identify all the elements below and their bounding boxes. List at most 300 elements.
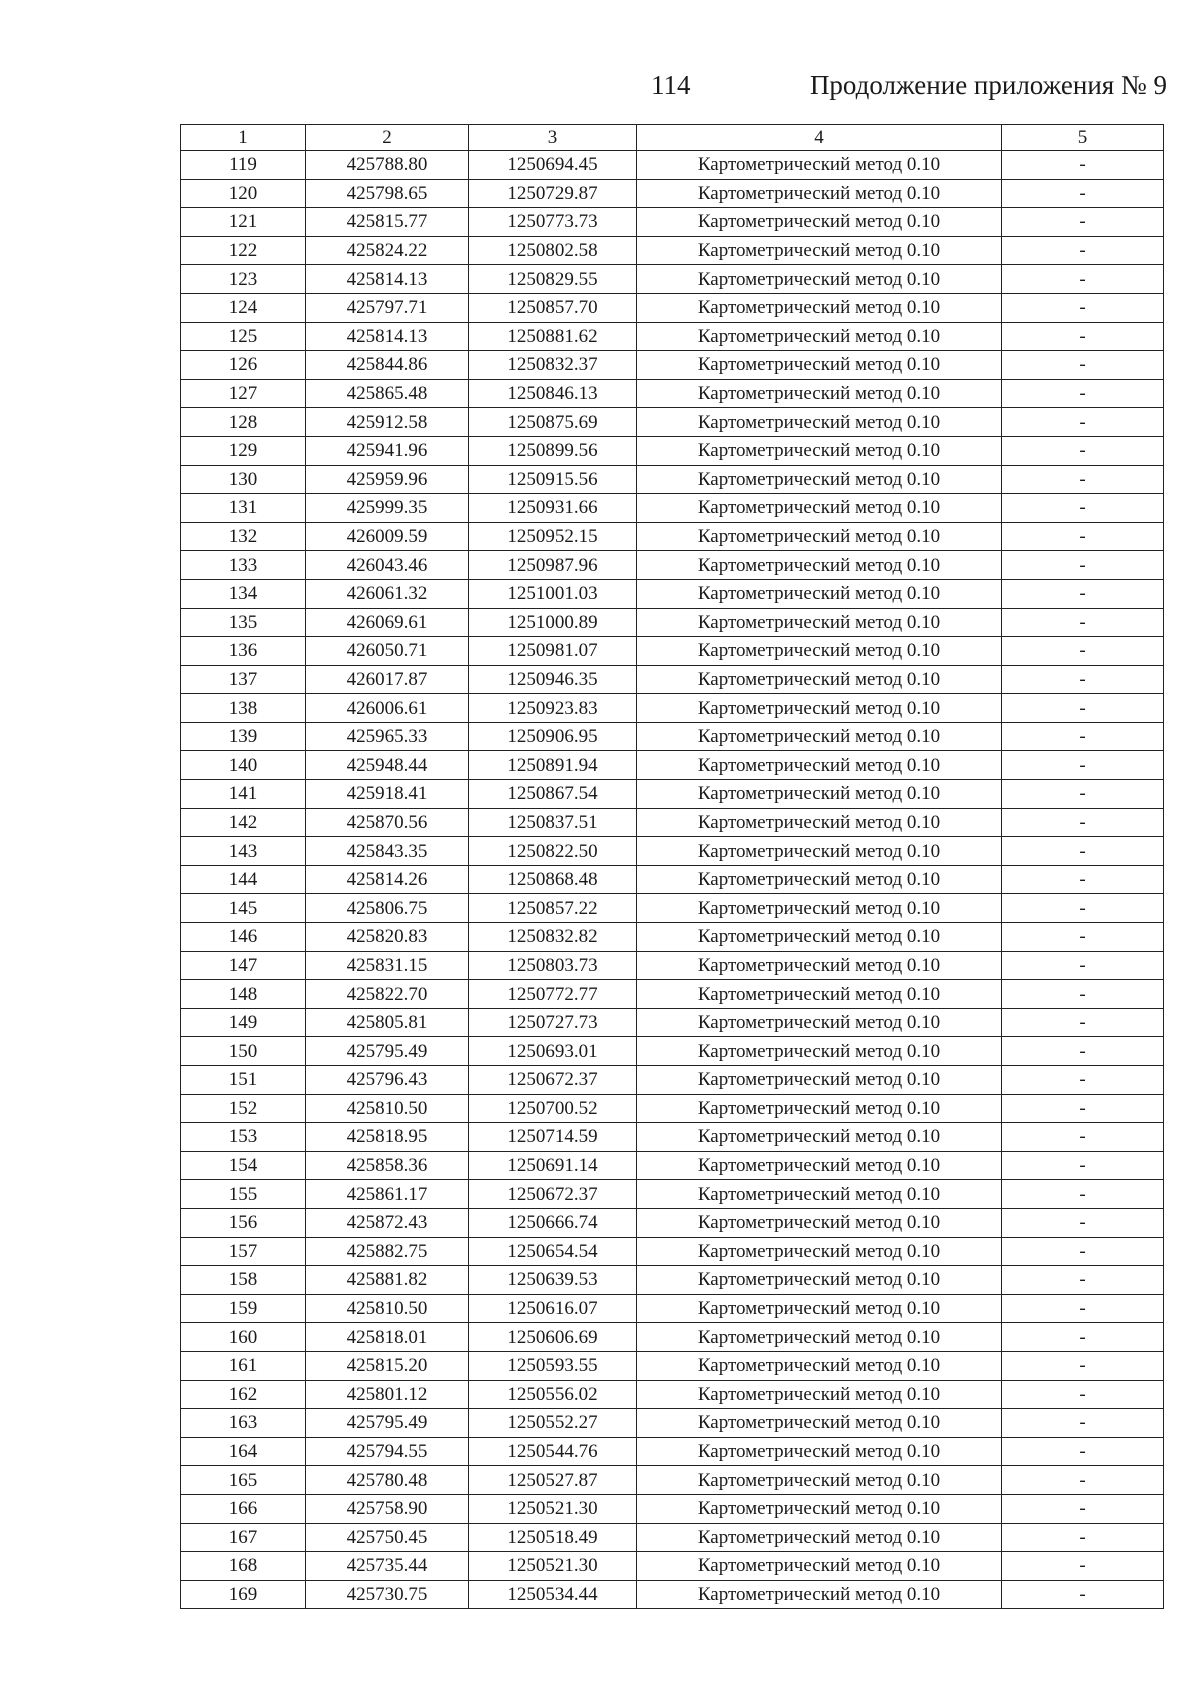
coordinates-table [180,124,1164,1609]
x-coordinate-cell: 426017.87 [306,665,469,694]
point-number-cell: 153 [181,1123,306,1152]
y-coordinate-cell: 1250906.95 [469,722,637,751]
table-row [181,1123,1164,1152]
table-row [181,236,1164,265]
point-number-cell: 137 [181,665,306,694]
note-cell: - [1002,923,1164,952]
note-cell: - [1002,351,1164,380]
method-accuracy-cell: Картометрический метод 0.10 [637,1180,1002,1209]
note-cell: - [1002,1237,1164,1266]
method-accuracy-cell: Картометрический метод 0.10 [637,694,1002,723]
table-row [181,351,1164,380]
point-number-cell: 160 [181,1323,306,1352]
y-coordinate-cell: 1250946.35 [469,665,637,694]
note-cell: - [1002,808,1164,837]
y-coordinate-cell: 1251001.03 [469,579,637,608]
table-row [181,408,1164,437]
x-coordinate-cell: 426043.46 [306,551,469,580]
page-header [0,70,1200,110]
point-number-cell: 150 [181,1037,306,1066]
method-accuracy-cell: Картометрический метод 0.10 [637,579,1002,608]
note-cell: - [1002,1151,1164,1180]
x-coordinate-cell: 425881.82 [306,1266,469,1295]
y-coordinate-cell: 1250899.56 [469,436,637,465]
y-coordinate-cell: 1250803.73 [469,951,637,980]
point-number-cell: 161 [181,1351,306,1380]
point-number-cell: 147 [181,951,306,980]
point-number-cell: 131 [181,494,306,523]
y-coordinate-cell: 1250666.74 [469,1208,637,1237]
point-number-cell: 143 [181,837,306,866]
x-coordinate-cell: 425858.36 [306,1151,469,1180]
point-number-cell: 151 [181,1066,306,1095]
note-cell: - [1002,1266,1164,1295]
note-cell: - [1002,1294,1164,1323]
point-number-cell: 148 [181,980,306,1009]
table-row [181,865,1164,894]
x-coordinate-cell: 426069.61 [306,608,469,637]
note-cell: - [1002,408,1164,437]
point-number-cell: 120 [181,179,306,208]
y-coordinate-cell: 1250846.13 [469,379,637,408]
note-cell: - [1002,951,1164,980]
point-number-cell: 119 [181,151,306,180]
note-cell: - [1002,722,1164,751]
x-coordinate-cell: 425795.49 [306,1037,469,1066]
x-coordinate-cell: 425794.55 [306,1437,469,1466]
table-row [181,436,1164,465]
table-row [181,1180,1164,1209]
x-coordinate-cell: 425999.35 [306,494,469,523]
point-number-cell: 158 [181,1266,306,1295]
note-cell: - [1002,608,1164,637]
table-row [181,494,1164,523]
note-cell: - [1002,436,1164,465]
note-cell: - [1002,379,1164,408]
x-coordinate-cell: 425735.44 [306,1552,469,1581]
method-accuracy-cell: Картометрический метод 0.10 [637,780,1002,809]
method-accuracy-cell: Картометрический метод 0.10 [637,494,1002,523]
y-coordinate-cell: 1250772.77 [469,980,637,1009]
point-number-cell: 139 [181,722,306,751]
table-row [181,780,1164,809]
y-coordinate-cell: 1250593.55 [469,1351,637,1380]
point-number-cell: 152 [181,1094,306,1123]
column-header-1: 1 [181,125,306,151]
y-coordinate-cell: 1250544.76 [469,1437,637,1466]
table-row [181,151,1164,180]
x-coordinate-cell: 425788.80 [306,151,469,180]
method-accuracy-cell: Картометрический метод 0.10 [637,293,1002,322]
x-coordinate-cell: 425918.41 [306,780,469,809]
x-coordinate-cell: 425730.75 [306,1580,469,1609]
note-cell: - [1002,1437,1164,1466]
point-number-cell: 156 [181,1208,306,1237]
y-coordinate-cell: 1250727.73 [469,1008,637,1037]
point-number-cell: 124 [181,293,306,322]
point-number-cell: 157 [181,1237,306,1266]
note-cell: - [1002,1380,1164,1409]
method-accuracy-cell: Картометрический метод 0.10 [637,1351,1002,1380]
y-coordinate-cell: 1250773.73 [469,208,637,237]
method-accuracy-cell: Картометрический метод 0.10 [637,236,1002,265]
note-cell: - [1002,894,1164,923]
table-row [181,637,1164,666]
y-coordinate-cell: 1250521.30 [469,1552,637,1581]
method-accuracy-cell: Картометрический метод 0.10 [637,1294,1002,1323]
y-coordinate-cell: 1250881.62 [469,322,637,351]
y-coordinate-cell: 1250829.55 [469,265,637,294]
note-cell: - [1002,1094,1164,1123]
y-coordinate-cell: 1250867.54 [469,780,637,809]
point-number-cell: 146 [181,923,306,952]
point-number-cell: 159 [181,1294,306,1323]
note-cell: - [1002,322,1164,351]
x-coordinate-cell: 425818.01 [306,1323,469,1352]
method-accuracy-cell: Картометрический метод 0.10 [637,208,1002,237]
x-coordinate-cell: 425805.81 [306,1008,469,1037]
y-coordinate-cell: 1250672.37 [469,1180,637,1209]
point-number-cell: 127 [181,379,306,408]
table-row [181,208,1164,237]
table-row [181,551,1164,580]
point-number-cell: 154 [181,1151,306,1180]
table-row [181,923,1164,952]
x-coordinate-cell: 425815.77 [306,208,469,237]
y-coordinate-cell: 1250923.83 [469,694,637,723]
method-accuracy-cell: Картометрический метод 0.10 [637,1466,1002,1495]
note-cell: - [1002,1494,1164,1523]
note-cell: - [1002,551,1164,580]
table-row [181,837,1164,866]
point-number-cell: 123 [181,265,306,294]
x-coordinate-cell: 426006.61 [306,694,469,723]
y-coordinate-cell: 1250868.48 [469,865,637,894]
note-cell: - [1002,780,1164,809]
method-accuracy-cell: Картометрический метод 0.10 [637,151,1002,180]
table-row [181,1094,1164,1123]
page-number: 114 [651,70,691,100]
table-row [181,379,1164,408]
method-accuracy-cell: Картометрический метод 0.10 [637,522,1002,551]
y-coordinate-cell: 1250556.02 [469,1380,637,1409]
point-number-cell: 145 [181,894,306,923]
method-accuracy-cell: Картометрический метод 0.10 [637,608,1002,637]
method-accuracy-cell: Картометрический метод 0.10 [637,894,1002,923]
table-row [181,1351,1164,1380]
point-number-cell: 138 [181,694,306,723]
note-cell: - [1002,1409,1164,1438]
note-cell: - [1002,865,1164,894]
method-accuracy-cell: Картометрический метод 0.10 [637,551,1002,580]
method-accuracy-cell: Картометрический метод 0.10 [637,322,1002,351]
y-coordinate-cell: 1250552.27 [469,1409,637,1438]
method-accuracy-cell: Картометрический метод 0.10 [637,808,1002,837]
y-coordinate-cell: 1250915.56 [469,465,637,494]
y-coordinate-cell: 1250691.14 [469,1151,637,1180]
x-coordinate-cell: 426009.59 [306,522,469,551]
table-row [181,465,1164,494]
y-coordinate-cell: 1250802.58 [469,236,637,265]
x-coordinate-cell: 425801.12 [306,1380,469,1409]
method-accuracy-cell: Картометрический метод 0.10 [637,408,1002,437]
point-number-cell: 121 [181,208,306,237]
note-cell: - [1002,1466,1164,1495]
x-coordinate-cell: 425912.58 [306,408,469,437]
y-coordinate-cell: 1250981.07 [469,637,637,666]
y-coordinate-cell: 1250521.30 [469,1494,637,1523]
table-row [181,1008,1164,1037]
note-cell: - [1002,694,1164,723]
x-coordinate-cell: 425865.48 [306,379,469,408]
x-coordinate-cell: 425870.56 [306,808,469,837]
x-coordinate-cell: 425882.75 [306,1237,469,1266]
method-accuracy-cell: Картометрический метод 0.10 [637,351,1002,380]
method-accuracy-cell: Картометрический метод 0.10 [637,1409,1002,1438]
table-row [181,722,1164,751]
x-coordinate-cell: 425948.44 [306,751,469,780]
point-number-cell: 125 [181,322,306,351]
method-accuracy-cell: Картометрический метод 0.10 [637,1552,1002,1581]
note-cell: - [1002,1037,1164,1066]
table-row [181,322,1164,351]
table-row [181,1066,1164,1095]
table-row [181,1466,1164,1495]
note-cell: - [1002,293,1164,322]
note-cell: - [1002,265,1164,294]
method-accuracy-cell: Картометрический метод 0.10 [637,865,1002,894]
column-header-3: 3 [469,125,637,151]
x-coordinate-cell: 425941.96 [306,436,469,465]
y-coordinate-cell: 1250891.94 [469,751,637,780]
table-row [181,665,1164,694]
x-coordinate-cell: 425758.90 [306,1494,469,1523]
table-row [181,1437,1164,1466]
y-coordinate-cell: 1250534.44 [469,1580,637,1609]
table-row [181,179,1164,208]
x-coordinate-cell: 425820.83 [306,923,469,952]
table-row [181,694,1164,723]
table-row [181,980,1164,1009]
x-coordinate-cell: 425861.17 [306,1180,469,1209]
x-coordinate-cell: 425824.22 [306,236,469,265]
point-number-cell: 163 [181,1409,306,1438]
note-cell: - [1002,1208,1164,1237]
x-coordinate-cell: 425798.65 [306,179,469,208]
x-coordinate-cell: 425796.43 [306,1066,469,1095]
note-cell: - [1002,579,1164,608]
table-row [181,293,1164,322]
method-accuracy-cell: Картометрический метод 0.10 [637,1380,1002,1409]
point-number-cell: 140 [181,751,306,780]
point-number-cell: 167 [181,1523,306,1552]
table-row [181,1037,1164,1066]
x-coordinate-cell: 425814.13 [306,322,469,351]
y-coordinate-cell: 1250700.52 [469,1094,637,1123]
x-coordinate-cell: 425814.26 [306,865,469,894]
point-number-cell: 155 [181,1180,306,1209]
x-coordinate-cell: 426050.71 [306,637,469,666]
method-accuracy-cell: Картометрический метод 0.10 [637,1437,1002,1466]
table-row [181,579,1164,608]
note-cell: - [1002,236,1164,265]
point-number-cell: 168 [181,1552,306,1581]
method-accuracy-cell: Картометрический метод 0.10 [637,1208,1002,1237]
x-coordinate-cell: 426061.32 [306,579,469,608]
x-coordinate-cell: 425795.49 [306,1409,469,1438]
y-coordinate-cell: 1250832.37 [469,351,637,380]
note-cell: - [1002,465,1164,494]
y-coordinate-cell: 1250952.15 [469,522,637,551]
method-accuracy-cell: Картометрический метод 0.10 [637,1123,1002,1152]
y-coordinate-cell: 1250822.50 [469,837,637,866]
point-number-cell: 141 [181,780,306,809]
appendix-continuation-note: Продолжение приложения № 9 [809,70,1167,100]
note-cell: - [1002,1580,1164,1609]
table-row [181,608,1164,637]
method-accuracy-cell: Картометрический метод 0.10 [637,751,1002,780]
table-row [181,1409,1164,1438]
method-accuracy-cell: Картометрический метод 0.10 [637,436,1002,465]
y-coordinate-cell: 1250639.53 [469,1266,637,1295]
point-number-cell: 129 [181,436,306,465]
note-cell: - [1002,1323,1164,1352]
note-cell: - [1002,837,1164,866]
x-coordinate-cell: 425844.86 [306,351,469,380]
note-cell: - [1002,637,1164,666]
x-coordinate-cell: 425806.75 [306,894,469,923]
method-accuracy-cell: Картометрический метод 0.10 [637,722,1002,751]
point-number-cell: 149 [181,1008,306,1037]
x-coordinate-cell: 425797.71 [306,293,469,322]
point-number-cell: 128 [181,408,306,437]
note-cell: - [1002,1123,1164,1152]
table-row [181,1208,1164,1237]
method-accuracy-cell: Картометрический метод 0.10 [637,1151,1002,1180]
point-number-cell: 132 [181,522,306,551]
method-accuracy-cell: Картометрический метод 0.10 [637,1066,1002,1095]
y-coordinate-cell: 1250527.87 [469,1466,637,1495]
note-cell: - [1002,980,1164,1009]
column-header-4: 4 [637,125,1002,151]
note-cell: - [1002,522,1164,551]
note-cell: - [1002,208,1164,237]
y-coordinate-cell: 1250987.96 [469,551,637,580]
table-row [181,1380,1164,1409]
method-accuracy-cell: Картометрический метод 0.10 [637,179,1002,208]
table-row [181,808,1164,837]
table-row [181,1552,1164,1581]
y-coordinate-cell: 1251000.89 [469,608,637,637]
y-coordinate-cell: 1250606.69 [469,1323,637,1352]
method-accuracy-cell: Картометрический метод 0.10 [637,1094,1002,1123]
x-coordinate-cell: 425810.50 [306,1294,469,1323]
point-number-cell: 169 [181,1580,306,1609]
note-cell: - [1002,1008,1164,1037]
table-row [181,1266,1164,1295]
x-coordinate-cell: 425814.13 [306,265,469,294]
y-coordinate-cell: 1250931.66 [469,494,637,523]
note-cell: - [1002,665,1164,694]
y-coordinate-cell: 1250694.45 [469,151,637,180]
point-number-cell: 134 [181,579,306,608]
point-number-cell: 165 [181,1466,306,1495]
point-number-cell: 166 [181,1494,306,1523]
method-accuracy-cell: Картометрический метод 0.10 [637,1523,1002,1552]
note-cell: - [1002,494,1164,523]
table-row [181,522,1164,551]
note-cell: - [1002,1552,1164,1581]
method-accuracy-cell: Картометрический метод 0.10 [637,923,1002,952]
method-accuracy-cell: Картометрический метод 0.10 [637,265,1002,294]
method-accuracy-cell: Картометрический метод 0.10 [637,665,1002,694]
y-coordinate-cell: 1250857.70 [469,293,637,322]
table-row [181,1323,1164,1352]
table-row [181,265,1164,294]
y-coordinate-cell: 1250693.01 [469,1037,637,1066]
table-header-row [181,125,1164,151]
x-coordinate-cell: 425810.50 [306,1094,469,1123]
x-coordinate-cell: 425780.48 [306,1466,469,1495]
x-coordinate-cell: 425815.20 [306,1351,469,1380]
y-coordinate-cell: 1250714.59 [469,1123,637,1152]
method-accuracy-cell: Картометрический метод 0.10 [637,980,1002,1009]
note-cell: - [1002,151,1164,180]
method-accuracy-cell: Картометрический метод 0.10 [637,1237,1002,1266]
method-accuracy-cell: Картометрический метод 0.10 [637,1323,1002,1352]
table-row [181,1294,1164,1323]
point-number-cell: 162 [181,1380,306,1409]
table-row [181,1523,1164,1552]
x-coordinate-cell: 425831.15 [306,951,469,980]
method-accuracy-cell: Картометрический метод 0.10 [637,637,1002,666]
method-accuracy-cell: Картометрический метод 0.10 [637,465,1002,494]
point-number-cell: 144 [181,865,306,894]
table-row [181,894,1164,923]
point-number-cell: 135 [181,608,306,637]
y-coordinate-cell: 1250518.49 [469,1523,637,1552]
point-number-cell: 136 [181,637,306,666]
table-body [181,151,1164,1609]
y-coordinate-cell: 1250875.69 [469,408,637,437]
point-number-cell: 126 [181,351,306,380]
y-coordinate-cell: 1250837.51 [469,808,637,837]
y-coordinate-cell: 1250616.07 [469,1294,637,1323]
note-cell: - [1002,1351,1164,1380]
table-row [181,751,1164,780]
point-number-cell: 122 [181,236,306,265]
method-accuracy-cell: Картометрический метод 0.10 [637,1580,1002,1609]
note-cell: - [1002,1180,1164,1209]
x-coordinate-cell: 425872.43 [306,1208,469,1237]
y-coordinate-cell: 1250857.22 [469,894,637,923]
note-cell: - [1002,1523,1164,1552]
y-coordinate-cell: 1250654.54 [469,1237,637,1266]
x-coordinate-cell: 425959.96 [306,465,469,494]
column-header-2: 2 [306,125,469,151]
x-coordinate-cell: 425965.33 [306,722,469,751]
x-coordinate-cell: 425822.70 [306,980,469,1009]
method-accuracy-cell: Картометрический метод 0.10 [637,1037,1002,1066]
method-accuracy-cell: Картометрический метод 0.10 [637,1494,1002,1523]
note-cell: - [1002,1066,1164,1095]
x-coordinate-cell: 425750.45 [306,1523,469,1552]
table-row [181,1237,1164,1266]
column-header-5: 5 [1002,125,1164,151]
method-accuracy-cell: Картометрический метод 0.10 [637,379,1002,408]
x-coordinate-cell: 425818.95 [306,1123,469,1152]
table-row [181,951,1164,980]
